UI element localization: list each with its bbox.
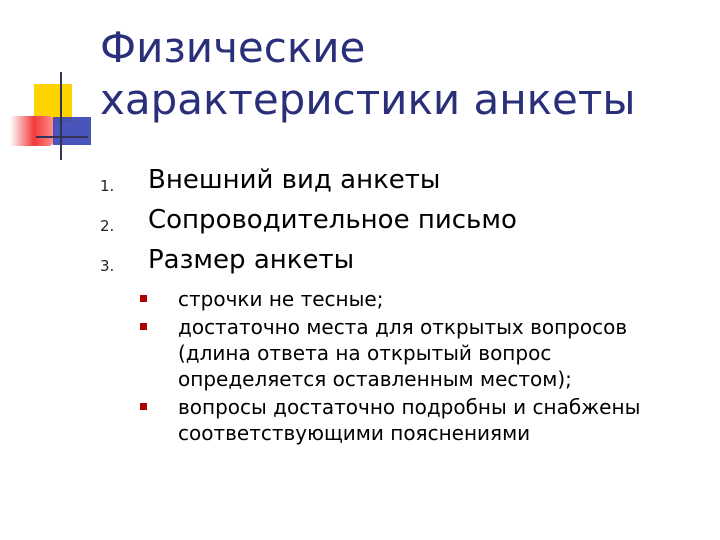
- bullet-square-icon: [140, 403, 147, 410]
- item-text: Размер анкеты: [148, 245, 355, 275]
- bullet-item: [140, 394, 680, 446]
- bullet-text: вопросы достаточно подробны и снабжены соответствующими пояснениями: [178, 395, 641, 445]
- item-text: Сопроводительное письмо: [148, 205, 517, 235]
- item-number: 3.: [100, 257, 115, 275]
- item-number: 1.: [100, 177, 115, 195]
- logo-blue-square: [53, 117, 91, 145]
- logo-red-bar: [10, 116, 54, 146]
- logo-vertical-line: [60, 72, 62, 160]
- bullet-square-icon: [140, 295, 147, 302]
- item-text: Внешний вид анкеты: [148, 165, 441, 195]
- slide-title: Физические характеристики анкеты: [100, 23, 636, 124]
- logo-horizontal-line: [36, 136, 88, 138]
- bullet-item: [140, 314, 680, 392]
- bullet-item: [140, 286, 680, 312]
- bullet-text: строчки не тесные;: [178, 287, 384, 311]
- bullet-list: [140, 286, 680, 448]
- bullet-text: достаточно места для открытых вопросов (длина ответа на открытый вопрос определяется оставленным местом);: [178, 315, 628, 391]
- item-number: 2.: [100, 217, 115, 235]
- bullet-square-icon: [140, 323, 147, 330]
